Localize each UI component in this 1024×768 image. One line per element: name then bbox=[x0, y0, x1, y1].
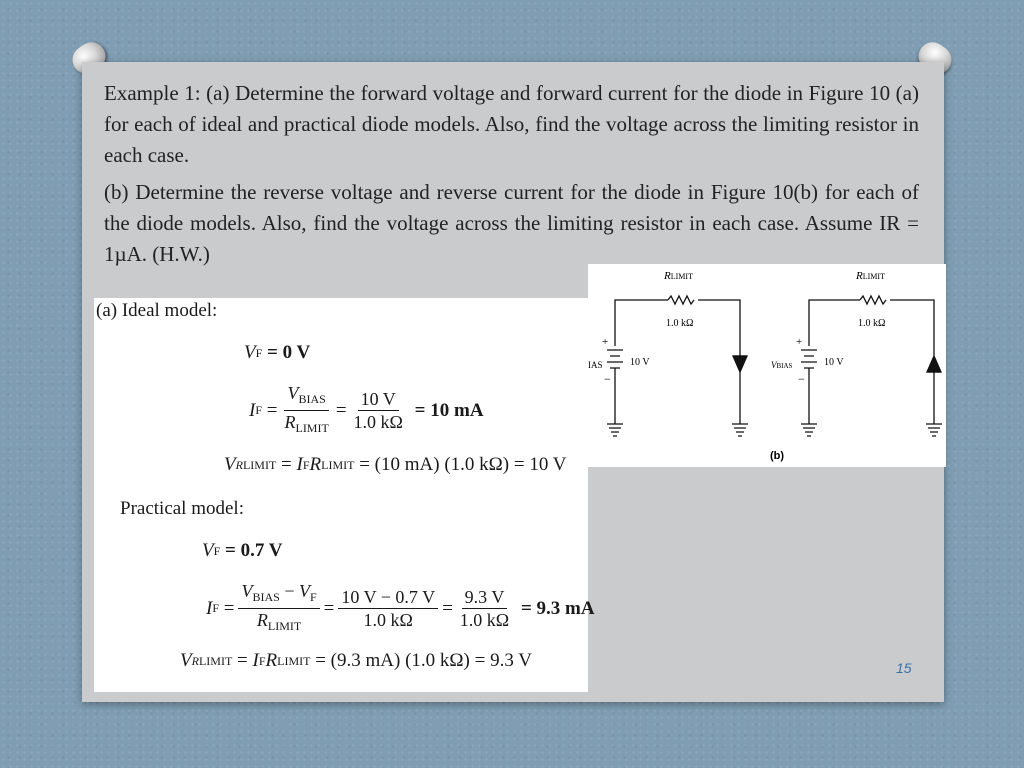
ideal-vf-equation: V F = 0 V bbox=[244, 342, 311, 363]
resistor-a-icon bbox=[668, 296, 694, 304]
ideal-model-heading: (a) Ideal model: bbox=[96, 300, 218, 321]
plus-a: + bbox=[602, 336, 609, 348]
solution-figure bbox=[94, 298, 595, 692]
diode-a-icon bbox=[733, 356, 747, 372]
ideal-if-equation: I F = $\frac{V_{BIAS}}{R_{LIMIT}}$ = $\frac{10 V}{1.0 k\Omega}$ = 10 mA bbox=[249, 383, 484, 435]
minus-a: − bbox=[604, 372, 611, 386]
ground-a1-icon bbox=[607, 424, 623, 436]
circuit-a bbox=[607, 296, 748, 436]
ground-b1-icon bbox=[801, 424, 817, 436]
minus-b: − bbox=[798, 372, 805, 386]
problem-part-b: (b) Determine the reverse voltage and reverse current for the diode in Figure 10(b) for each of the diode models. Also, find the voltage across the limiting resistor in each case. Assume IR = 1µA. (H.W.) bbox=[104, 180, 919, 266]
practical-model-heading: Practical model: bbox=[120, 498, 244, 519]
circuit-b bbox=[801, 296, 942, 436]
r-limit-a-label: RLIMIT bbox=[664, 270, 693, 282]
r-limit-b-label: RLIMIT bbox=[856, 270, 885, 282]
resistor-b-icon bbox=[860, 296, 886, 304]
r-value-a: 1.0 kΩ bbox=[666, 318, 694, 329]
practical-vr-equation: V RLIMIT = I F R LIMIT = (9.3 mA) (1.0 kΩ) = 9.3 V bbox=[180, 650, 532, 671]
practical-vf-equation: V F = 0.7 V bbox=[202, 540, 283, 561]
v-value-a: 10 V bbox=[630, 357, 650, 368]
v-value-b: 10 V bbox=[824, 357, 844, 368]
battery-a-icon bbox=[607, 350, 623, 368]
r-value-b: 1.0 kΩ bbox=[858, 318, 886, 329]
diode-b-icon bbox=[927, 356, 941, 372]
practical-if-equation: I F = $\frac{V_{BIAS} - V_F}{R_{LIMIT}}$ = $\frac{10 V - 0.7 V}{1.0 k\Omega}$ = $\frac{9.3 V}{1.0 k\Omega}$ = 9.3 mA bbox=[206, 581, 595, 633]
plus-b: + bbox=[796, 336, 803, 348]
circuit-figure bbox=[588, 264, 946, 467]
vbias-b-label: VBIAS bbox=[771, 360, 793, 370]
ground-b2-icon bbox=[926, 424, 942, 436]
vbias-a-label: IAS bbox=[588, 360, 603, 370]
page-number: 15 bbox=[896, 660, 912, 676]
figure-b-label: (b) bbox=[770, 450, 785, 462]
ground-a2-icon bbox=[732, 424, 748, 436]
problem-part-a: Example 1: (a) Determine the forward voltage and forward current for the diode in Figure 10 (a) for each of ideal and practical diode models. Also, find the voltage across the limiting resistor in each case. bbox=[104, 81, 919, 167]
ideal-vr-equation: V RLIMIT = I F R LIMIT = (10 mA) (1.0 kΩ) = 10 V bbox=[224, 454, 567, 475]
battery-b-icon bbox=[801, 350, 817, 368]
problem-text bbox=[104, 78, 919, 276]
